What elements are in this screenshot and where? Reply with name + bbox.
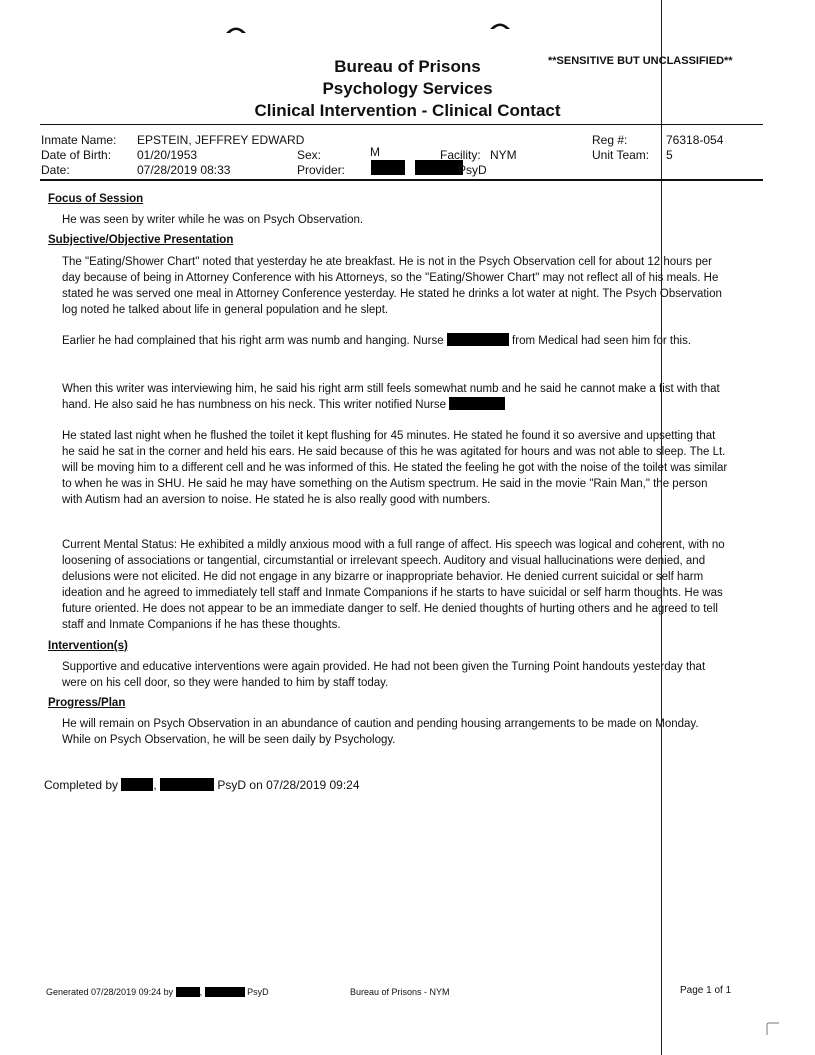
facility-value: NYM [490, 148, 517, 162]
nurse-name-redaction [449, 397, 505, 410]
page-current: 1 [706, 985, 712, 996]
reg-label: Reg #: [592, 133, 628, 147]
header-rule-top [40, 124, 763, 125]
completed-by-suffix: PsyD on 07/28/2019 09:24 [217, 778, 360, 792]
facility-label: Facility: [440, 148, 481, 162]
author-redaction [121, 778, 153, 791]
reg-value: 76318-054 [666, 133, 724, 147]
subjective-paragraph-1: The "Eating/Shower Chart" noted that yesterday he ate breakfast. He is not in the Psych Observation cell for about 12 hours per day because of being in Attorney Conference with his Attorneys, so the "Eating/Shower Chart" may not reflect all of his meals. He stated he was served one meal in Attorney Conference yesterday. He stated he drinks a lot water at night. The Psych Observation log noted he talked about life in general population and he slept. [62, 256, 722, 316]
unit-team-value: 5 [666, 148, 673, 162]
generator-redaction [205, 987, 245, 997]
intervention-text: Supportive and educative interventions were again provided. He had not been given the Turning Point handouts yesterday that were on his cell door, so they were handed to him by staff today. [62, 661, 706, 689]
page-total: 1 [725, 985, 732, 996]
date-value: 07/28/2019 08:33 [137, 163, 231, 177]
document-title: Clinical Intervention - Clinical Contact [254, 101, 561, 120]
paragraph-2-text-b: from Medical had seen him for this. [512, 335, 692, 347]
provider-value: PsyD [458, 163, 487, 177]
provider-redaction [371, 160, 463, 178]
nurse-name-redaction [447, 333, 509, 346]
completed-by-line [44, 778, 360, 792]
page-number [680, 985, 731, 996]
mental-status-paragraph: Current Mental Status: He exhibited a mildly anxious mood with a full range of affect. His speech was logical and coherent, with no loosening of associations or tangential, circumstantial or irrelevant speech. Auditory and visual hallucinations were denied, and delusions were not elicited. He did not engage in any bizarre or inappropriate behavior. He denied current suicidal or self harm ideation and he agreed to immediately tell staff and Inmate Companions if he starts to have suicidal or self harm thoughts. He was future oriented. He does not appear to be an immediate danger to self. He denied thoughts of hurting others and he agreed to tell staff and Inmate Companions if he has these thoughts. [62, 539, 725, 631]
header-rule-bottom [40, 179, 763, 181]
inmate-name-label: Inmate Name: [41, 133, 117, 147]
intervention-heading: Intervention(s) [48, 640, 128, 652]
agency-title: Bureau of Prisons [334, 57, 481, 76]
dob-value: 01/20/1953 [137, 148, 198, 162]
progress-text: He will remain on Psych Observation in an abundance of caution and pending housing arrangements to be made on Monday. While on Psych Observation, he will be seen daily by Psychology. [62, 718, 699, 746]
focus-heading: Focus of Session [48, 193, 144, 205]
progress-heading: Progress/Plan [48, 697, 126, 709]
sex-label: Sex: [297, 148, 322, 162]
dob-label: Date of Birth: [41, 148, 112, 162]
date-label: Date: [41, 163, 70, 177]
generated-suffix: PsyD [247, 987, 269, 997]
author-redaction [160, 778, 214, 791]
subjective-paragraph-3 [62, 381, 730, 413]
generated-by-line [46, 987, 269, 997]
footer-facility: Bureau of Prisons - NYM [350, 987, 450, 997]
inmate-name-value: EPSTEIN, JEFFREY EDWARD [137, 133, 305, 147]
redaction-block [415, 160, 463, 175]
subjective-paragraph-4: He stated last night when he flushed the toilet it kept flushing for 45 minutes. He stated he found it so aversive and upsetting that he said he sat in the corner and held his ears. He said because of this he was agitated for hours and was not able to sleep. The Lt. will be moving him to a different cell and he was informed of this. He stated the feeling he got with the noise of the toilet was similar to when he was in SHU. He said he may have something on the Autism spectrum. He said in the movie "Rain Man," the person with Autism had an aversion to noise. He stated he is also really good with numbers. [62, 430, 728, 506]
scan-hole-mark-left [225, 24, 247, 34]
sex-value: M [370, 145, 380, 159]
generator-redaction [176, 987, 200, 997]
subjective-paragraph-2 [62, 333, 730, 349]
page-of: of [714, 985, 723, 996]
scan-hole-mark-right [489, 20, 511, 30]
focus-text: He was seen by writer while he was on Psych Observation. [62, 214, 364, 226]
generated-separator: , [199, 987, 203, 997]
completed-by-prefix: Completed by [44, 778, 119, 792]
paragraph-3-text: When this writer was interviewing him, he said his right arm still feels somewhat numb and he said he cannot make a fist with that hand. He also said he has numbness on his neck. This writer notified Nurse [62, 383, 720, 411]
page-prefix: Page [680, 985, 704, 996]
redaction-block [371, 160, 405, 175]
paragraph-2-text-a: Earlier he had complained that his right arm was numb and hanging. Nurse [62, 335, 444, 347]
generated-prefix: Generated 07/28/2019 09:24 by [46, 987, 174, 997]
subjective-heading: Subjective/Objective Presentation [48, 234, 234, 246]
scan-fold-line [661, 0, 662, 1055]
completed-by-separator: , [153, 778, 157, 792]
provider-label: Provider: [297, 163, 346, 177]
department-title: Psychology Services [322, 79, 493, 98]
unit-team-label: Unit Team: [592, 148, 650, 162]
scan-corner-mark [766, 1022, 780, 1036]
classification-label: **SENSITIVE BUT UNCLASSIFIED** [548, 55, 733, 67]
